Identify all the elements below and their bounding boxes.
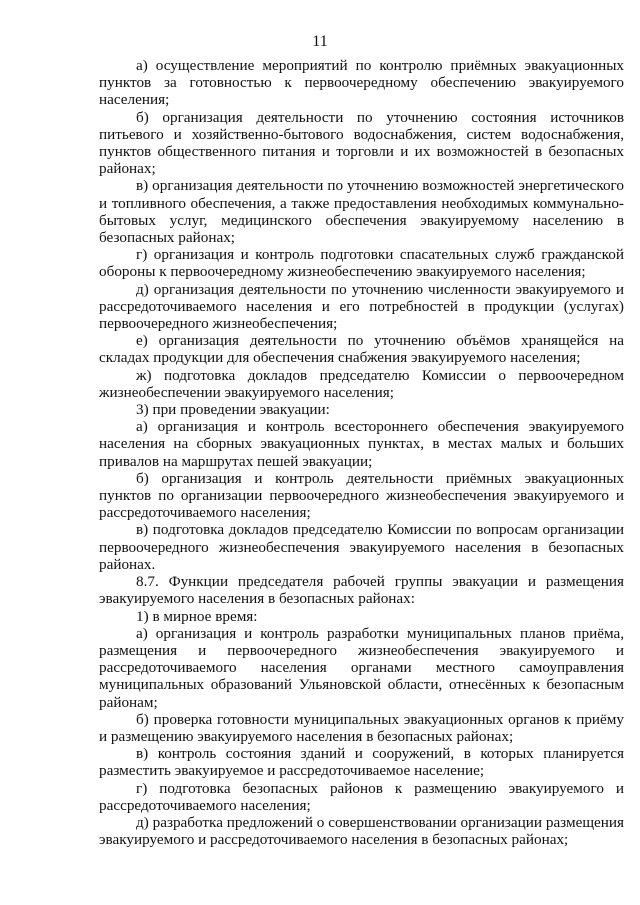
paragraph: в) подготовка докладов председателю Комиссии по вопросам организации первоочередного жизнеобеспечения эвакуируемого населения в безопасных районах. [99,521,624,573]
paragraph: 8.7. Функции председателя рабочей группы эвакуации и размещения эвакуируемого населения в безопасных районах: [99,573,624,608]
paragraph: ж) подготовка докладов председателю Комиссии о первоочередном жизнеобеспечении эвакуируемого населения; [99,366,624,401]
paragraph: д) разработка предложений о совершенствовании организации размещения эвакуируемого и рассредоточиваемого населения в безопасных районах; [99,813,624,849]
paragraph: 1) в мирное время: [136,607,258,625]
paragraph: а) осуществление мероприятий по контролю приёмных эвакуационных пунктов за готовностью к первоочередному обеспечению эвакуируемого населения; [99,57,624,109]
document-body [99,57,624,848]
paragraph: г) подготовка безопасных районов к размещению эвакуируемого и рассредоточиваемого населения; [99,779,624,814]
page-number: 11 [312,33,328,50]
paragraph: б) организация деятельности по уточнению состояния источников питьевого и хозяйственно-бытового водоснабжения, систем водоснабжения, пунктов общественного питания и торговли и их возможностей в безопасных районах; [99,108,624,178]
paragraph: г) организация и контроль подготовки спасательных служб гражданской обороны к первоочередному жизнеобеспечению эвакуируемого населения; [99,246,624,281]
paragraph: б) организация и контроль деятельности приёмных эвакуационных пунктов по организации первоочередного жизнеобеспечения эвакуируемого и рассредоточиваемого населения; [99,469,624,522]
paragraph: а) организация и контроль всестороннего обеспечения эвакуируемого населения на сборных эвакуационных пунктах, в местах малых и больших привалов на маршрутах пешей эвакуации; [99,418,624,470]
paragraph: е) организация деятельности по уточнению объёмов хранящейся на складах продукции для обеспечения снабжения эвакуируемого населения; [99,332,624,367]
paragraph: в) организация деятельности по уточнению возможностей энергетического и топливного обеспечения, а также предоставления необходимых коммунально-бытовых услуг, медицинского обеспечения эвакуируемому населению в безопасных районах; [99,177,624,247]
paragraph: б) проверка готовности муниципальных эвакуационных органов к приёму и размещению эвакуируемого населения в безопасных районах; [99,710,624,745]
paragraph: а) организация и контроль разработки муниципальных планов приёма, размещения и первоочередного жизнеобеспечения эвакуируемого и рассредоточиваемого населения органами местного самоуправления муниципальных образований Ульяновской области, отнесённых к безопасным районам; [99,624,624,711]
paragraph: д) организация деятельности по уточнению численности эвакуируемого и рассредоточиваемого населения и его потребностей в продукции (услугах) первоочередного жизнеобеспечения; [99,280,624,333]
paragraph: 3) при проведении эвакуации: [136,401,330,419]
paragraph: в) контроль состояния зданий и сооружений, в которых планируется разместить эвакуируемое и рассредоточиваемое население; [99,745,624,780]
